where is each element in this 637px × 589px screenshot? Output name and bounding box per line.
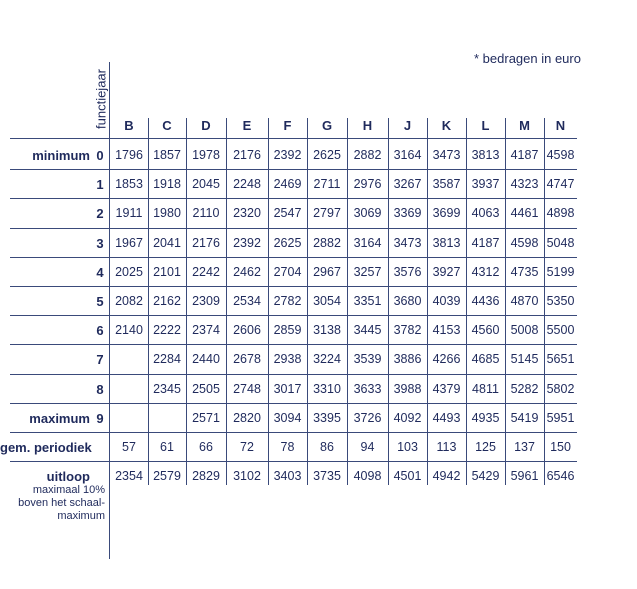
salary-cell: 3054: [313, 294, 341, 308]
salary-cell: 3257: [353, 264, 382, 279]
scale-header-l: L: [481, 118, 490, 133]
salary-cell: 1853: [115, 177, 143, 192]
salary-cell: 3473: [432, 148, 461, 162]
salary-cell: 2110: [192, 206, 220, 221]
salary-cell: 5951: [546, 410, 575, 425]
salary-cell: 4187: [510, 148, 539, 162]
salary-cell: 5500: [546, 323, 575, 338]
salary-cell: 2162: [153, 294, 181, 308]
step-number: 4: [96, 264, 104, 280]
step-number: 0: [96, 148, 104, 163]
row-label: minimum: [32, 148, 90, 163]
column-divider: [466, 118, 467, 485]
row-label: uitloop: [46, 469, 90, 485]
uitloop-note-line: boven het schaal-: [18, 497, 105, 510]
salary-cell: 2859: [273, 323, 302, 338]
salary-cell: 61: [160, 440, 174, 454]
salary-cell: 3937: [471, 177, 500, 192]
row-divider: [10, 432, 577, 433]
salary-cell: 4811: [472, 381, 499, 396]
salary-cell: 2469: [273, 177, 302, 192]
salary-cell: 86: [320, 440, 334, 454]
salary-cell: 2041: [153, 235, 181, 250]
salary-cell: 5429: [471, 469, 500, 484]
salary-cell: 3699: [432, 206, 461, 221]
salary-cell: 125: [475, 440, 496, 454]
salary-cell: 2392: [273, 148, 302, 162]
salary-cell: 103: [397, 440, 418, 454]
salary-cell: 5651: [546, 352, 575, 367]
salary-cell: 2309: [192, 294, 220, 308]
step-number: 2: [96, 206, 104, 222]
salary-cell: 5282: [510, 381, 539, 396]
salary-cell: 4942: [432, 469, 461, 484]
salary-cell: 4461: [510, 206, 539, 221]
salary-cell: 2625: [313, 148, 341, 162]
column-divider: [505, 118, 506, 485]
salary-cell: 5350: [546, 294, 575, 308]
salary-cell: 5199: [546, 264, 575, 279]
salary-cell: 3094: [273, 410, 302, 425]
row-divider: [10, 228, 577, 229]
salary-cell: 2797: [313, 206, 341, 221]
salary-cell: 2374: [192, 323, 220, 338]
salary-cell: 72: [240, 440, 254, 454]
salary-cell: 4735: [510, 264, 539, 279]
salary-cell: 2222: [153, 323, 181, 338]
salary-cell: 2976: [353, 177, 382, 192]
salary-cell: 2101: [153, 264, 181, 279]
salary-cell: 3633: [353, 381, 382, 396]
row-divider: [10, 374, 577, 375]
salary-cell: 137: [514, 440, 535, 454]
salary-cell: 4379: [432, 381, 461, 396]
salary-cell: 4063: [471, 206, 500, 221]
salary-cell: 3164: [393, 148, 422, 162]
salary-cell: 3782: [393, 323, 422, 338]
salary-cell: 5048: [546, 235, 575, 250]
scale-header-h: H: [362, 118, 373, 133]
salary-cell: 2392: [233, 235, 261, 250]
salary-cell: 2140: [115, 323, 143, 338]
salary-cell: 3886: [393, 352, 422, 367]
row-divider: [10, 257, 577, 258]
scale-header-j: J: [403, 118, 412, 133]
row-label: gem. periodiek: [0, 440, 92, 455]
salary-cell: 6546: [546, 469, 575, 484]
salary-cell: 2354: [115, 469, 143, 484]
salary-cell: 1967: [115, 235, 143, 250]
salary-cell: 2711: [313, 177, 341, 192]
currency-note: * bedragen in euro: [474, 51, 581, 66]
row-divider: [10, 461, 577, 462]
column-divider: [226, 118, 227, 485]
salary-cell: 3988: [393, 381, 422, 396]
scale-header-n: N: [555, 118, 566, 133]
salary-cell: 4092: [393, 410, 422, 425]
salary-cell: 5802: [546, 381, 575, 396]
salary-cell: 4039: [432, 294, 461, 308]
salary-cell: 2176: [233, 148, 261, 162]
salary-cell: 2440: [192, 352, 220, 367]
salary-cell: 2782: [273, 294, 302, 308]
salary-cell: 2248: [233, 177, 261, 192]
salary-cell: 5419: [510, 410, 539, 425]
salary-cell: 2505: [192, 381, 220, 396]
row-divider: [10, 344, 577, 345]
salary-cell: 2579: [153, 469, 181, 484]
salary-cell: 4898: [546, 206, 575, 221]
salary-cell: 3445: [353, 323, 382, 338]
step-number: 7: [96, 352, 104, 368]
column-divider: [268, 118, 269, 485]
salary-cell: 1980: [153, 206, 181, 221]
salary-cell: 2820: [233, 410, 261, 425]
salary-cell: 1911: [115, 206, 143, 221]
salary-cell: 4312: [471, 264, 500, 279]
salary-cell: 2284: [153, 352, 181, 367]
salary-cell: 4501: [393, 469, 422, 484]
scale-header-e: E: [242, 118, 252, 133]
salary-cell: 3587: [432, 177, 461, 192]
salary-cell: 1918: [153, 177, 181, 192]
salary-cell: 78: [280, 440, 295, 454]
row-label: maximum: [29, 410, 90, 426]
uitloop-note-line: maximum: [57, 510, 105, 523]
row-divider: [10, 169, 577, 170]
salary-cell: 4153: [432, 323, 461, 338]
salary-cell: 4598: [546, 148, 575, 162]
column-divider: [347, 118, 348, 485]
column-divider: [148, 118, 149, 485]
salary-cell: 2882: [313, 235, 341, 250]
salary-cell: 2571: [192, 410, 220, 425]
scale-header-k: K: [441, 118, 452, 133]
row-divider: [10, 198, 577, 199]
column-divider: [544, 118, 545, 485]
salary-cell: 2345: [153, 381, 181, 396]
salary-cell: 2967: [313, 264, 341, 279]
salary-cell: 3813: [471, 148, 500, 162]
functiejaar-label: functiejaar: [93, 69, 109, 129]
column-divider: [186, 118, 187, 485]
salary-cell: 5008: [510, 323, 539, 338]
salary-cell: 1857: [153, 148, 181, 162]
scale-header-m: M: [519, 118, 530, 133]
salary-cell: 4935: [471, 410, 500, 425]
column-divider: [307, 118, 308, 485]
salary-cell: 4870: [510, 294, 539, 308]
step-number: 9: [96, 410, 104, 426]
salary-cell: 2242: [192, 264, 220, 279]
column-divider: [388, 118, 389, 485]
functiejaar-header: [93, 66, 109, 132]
salary-cell: 3813: [432, 235, 461, 250]
salary-cell: 2748: [233, 381, 261, 396]
salary-cell: 3680: [393, 294, 422, 308]
step-number: 3: [96, 235, 104, 251]
scale-header-f: F: [283, 118, 292, 133]
salary-cell: 2547: [273, 206, 302, 221]
row-divider: [10, 403, 577, 404]
salary-cell: 3351: [353, 294, 382, 308]
header-divider: [10, 138, 577, 139]
salary-cell: 2045: [192, 177, 220, 192]
salary-cell: 2534: [233, 294, 261, 308]
salary-cell: 2606: [233, 323, 261, 338]
salary-cell: 3069: [353, 206, 382, 221]
salary-cell: 4598: [510, 235, 539, 250]
row-divider: [10, 286, 577, 287]
salary-cell: 2704: [273, 264, 302, 279]
salary-cell: 3395: [313, 410, 341, 425]
salary-cell: 3267: [393, 177, 422, 192]
salary-cell: 2829: [192, 469, 220, 484]
salary-cell: 113: [436, 440, 457, 454]
salary-cell: 3576: [393, 264, 422, 279]
salary-cell: 3164: [353, 235, 382, 250]
salary-cell: 4493: [432, 410, 461, 425]
row-divider: [10, 315, 577, 316]
salary-cell: 2678: [233, 352, 261, 367]
salary-cell: 2082: [115, 294, 143, 308]
salary-cell: 3310: [313, 381, 341, 396]
salary-cell: 3369: [393, 206, 422, 221]
salary-cell: 2176: [192, 235, 220, 250]
salary-cell: 5145: [510, 352, 539, 367]
salary-cell: 57: [122, 440, 136, 454]
salary-cell: 4560: [471, 323, 500, 338]
salary-cell: 1978: [192, 148, 220, 162]
scale-header-c: C: [162, 118, 172, 133]
salary-cell: 66: [199, 440, 213, 454]
salary-cell: 4323: [510, 177, 539, 192]
salary-cell: 3224: [313, 352, 341, 367]
salary-cell: 4266: [432, 352, 461, 367]
salary-cell: 4098: [353, 469, 382, 484]
salary-cell: 3473: [393, 235, 422, 250]
salary-cell: 150: [550, 440, 571, 454]
scale-header-b: B: [124, 118, 134, 133]
salary-cell: 4747: [546, 177, 575, 192]
uitloop-note-line: maximaal 10%: [32, 484, 105, 497]
scale-header-g: G: [321, 118, 333, 133]
salary-cell: 3138: [313, 323, 341, 338]
salary-cell: 3403: [273, 469, 302, 484]
scale-header-d: D: [201, 118, 211, 133]
salary-cell: 2320: [233, 206, 261, 221]
column-divider: [427, 118, 428, 485]
salary-cell: 3735: [313, 469, 341, 484]
salary-cell: 2462: [233, 264, 261, 279]
salary-cell: 3726: [353, 410, 382, 425]
step-number: 5: [96, 294, 104, 309]
step-number: 6: [96, 323, 104, 339]
salary-cell: 4187: [471, 235, 500, 250]
salary-cell: 2882: [353, 148, 382, 162]
salary-cell: 4685: [471, 352, 500, 367]
salary-cell: 3102: [233, 469, 261, 484]
salary-cell: 2938: [273, 352, 302, 367]
step-number: 1: [96, 177, 104, 193]
salary-cell: 5961: [510, 469, 539, 484]
salary-cell: 3017: [273, 381, 302, 396]
salary-cell: 4436: [471, 294, 500, 308]
step-number: 8: [96, 381, 104, 397]
salary-cell: 3927: [432, 264, 461, 279]
salary-cell: 94: [360, 440, 375, 454]
salary-cell: 2025: [115, 264, 143, 279]
salary-cell: 1796: [115, 148, 143, 162]
salary-cell: 3539: [353, 352, 382, 367]
salary-cell: 2625: [273, 235, 302, 250]
left-rule: [109, 62, 110, 559]
